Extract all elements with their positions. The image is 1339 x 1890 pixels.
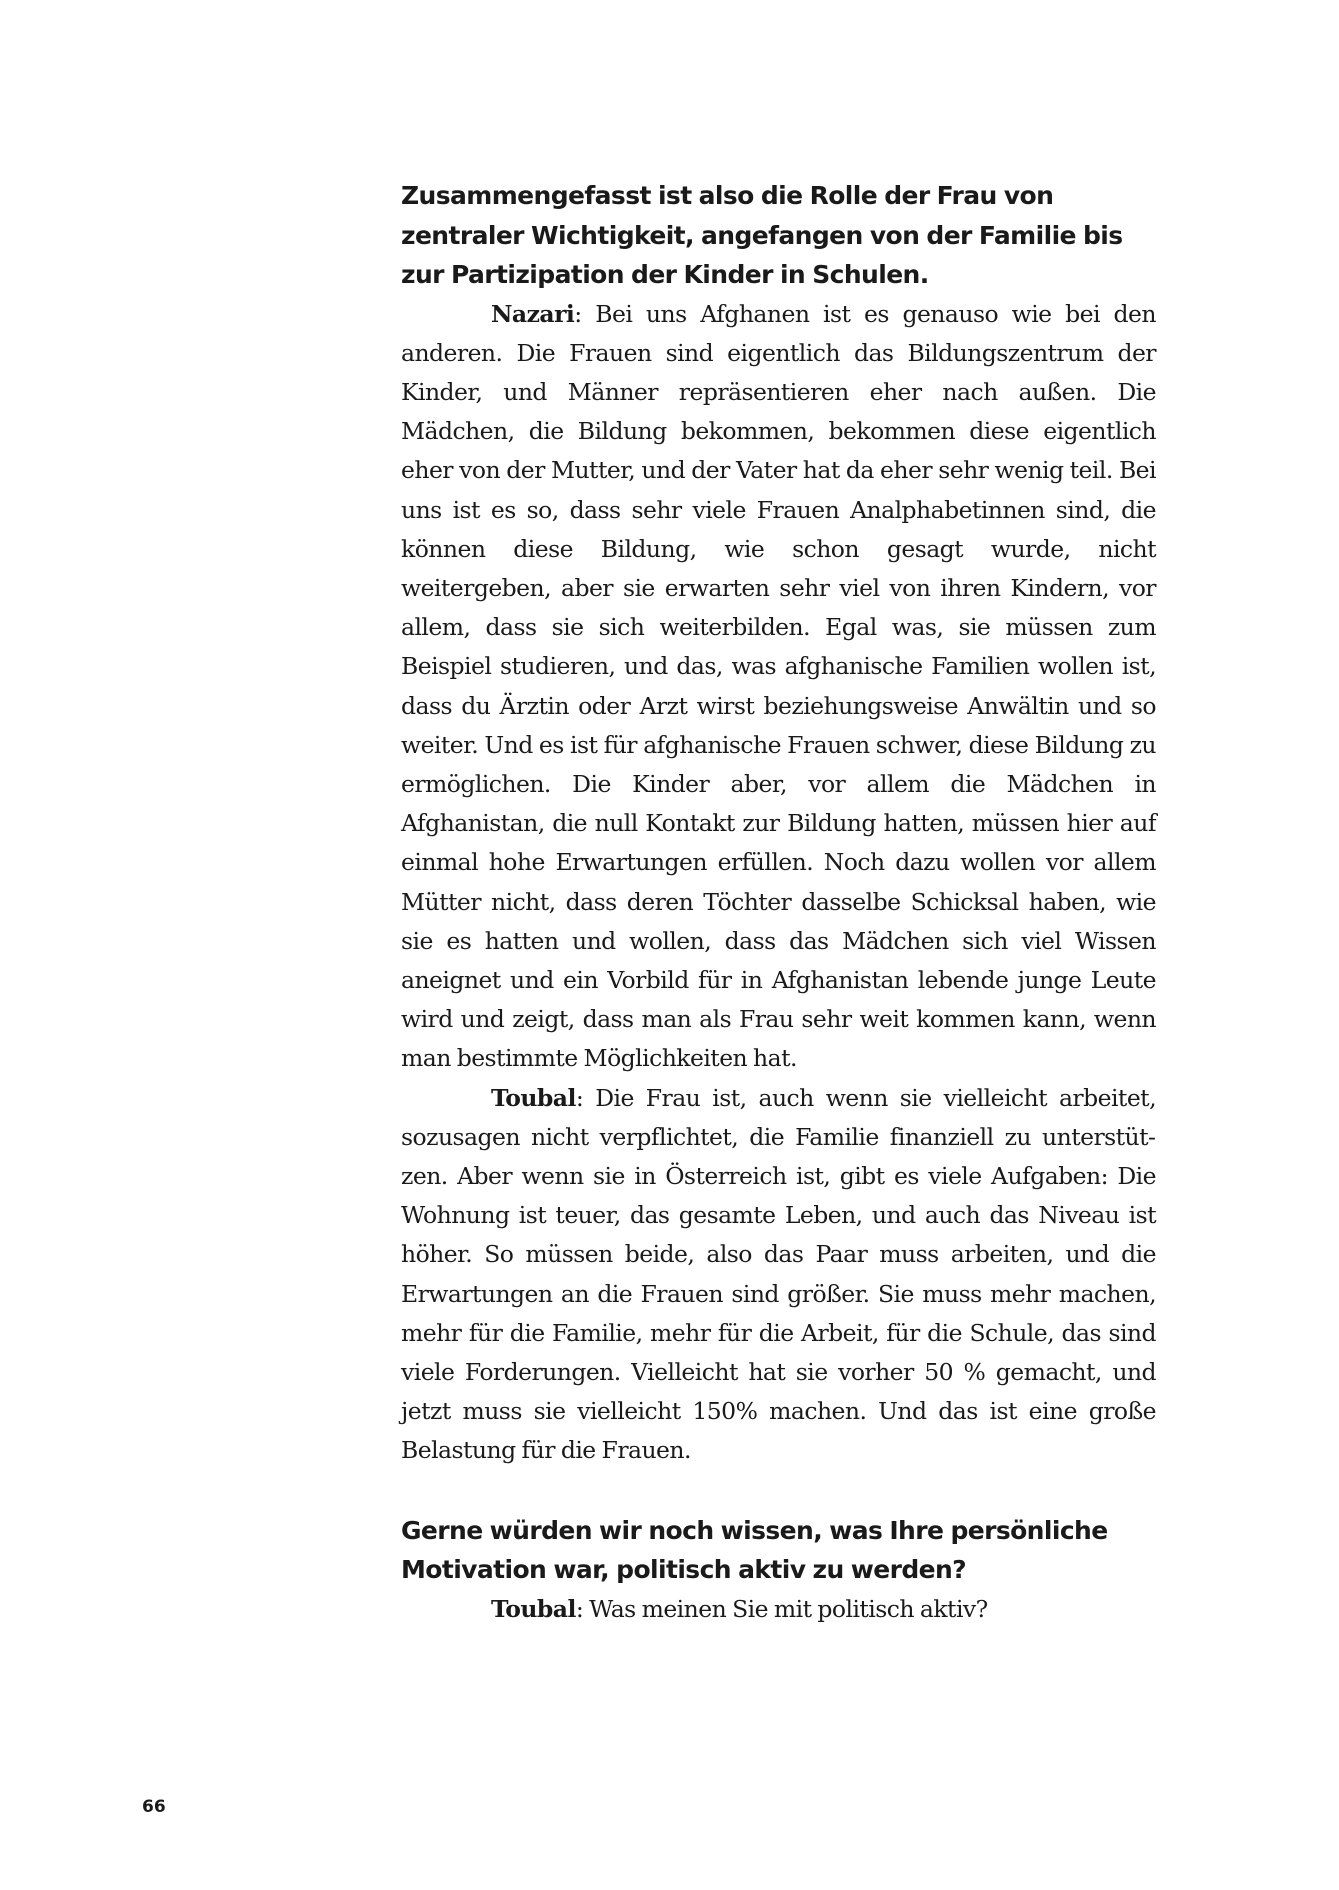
interview-question-1: Zusammengefasst ist also die Rolle der Frau von zentraler Wichtigkeit, angefangen von der Familie bis zur Partizipation der Kinder in Schulen. <box>401 181 1123 289</box>
speaker-name-toubal: Toubal <box>491 1083 576 1112</box>
answer-nazari <box>401 295 1156 1079</box>
answer-text-toubal-1: : Die Frau ist, auch wenn sie vielleicht arbeitet, sozusagen nicht verpflichtet, die Familie finanziell zu unterstützen. Aber wenn sie in Österreich ist, gibt es viele Aufgaben: Die Wohnung ist teuer, das gesamte Leben, und auch das Niveau ist höher. So müssen beide, also das Paar muss arbeiten, und die Erwartungen an die Frauen sind größer. Sie muss mehr machen, mehr für die Familie, mehr für die Arbeit, für die Schule, das sind viele Forderungen. Vielleicht hat sie vorher 50 % gemacht, und jetzt muss sie vielleicht 150% machen. Und das ist eine große Belastung für die Frauen. <box>401 1083 1156 1465</box>
page-number: 66 <box>142 1797 166 1817</box>
text-column <box>401 176 1156 1629</box>
answer-toubal-1 <box>401 1079 1156 1471</box>
interview-question-2: Gerne würden wir noch wissen, was Ihre persönliche Motivation war, politisch aktiv zu werden? <box>401 1515 1108 1585</box>
answer-toubal-2 <box>401 1590 1156 1629</box>
speaker-name-toubal-2: Toubal <box>491 1594 576 1623</box>
speaker-name-nazari: Nazari <box>491 299 575 328</box>
answer-text-nazari: : Bei uns Afghanen ist es genauso wie bei den anderen. Die Frauen sind eigentlich das Bildungszentrum der Kinder, und Männer repräsentieren eher nach außen. Die Mädchen, die Bildung bekommen, bekommen diese eigentlich eher von der Mutter, und der Vater hat da eher sehr wenig teil. Bei uns ist es so, dass sehr viele Frauen Analphabetinnen sind, die können diese Bildung, wie schon gesagt wurde, nicht weitergeben, aber sie erwarten sehr viel von ihren Kindern, vor allem, dass sie sich weiterbilden. Egal was, sie müssen zum Beispiel studieren, und das, was afghanische Familien wollen ist, dass du Ärztin oder Arzt wirst beziehungsweise Anwältin und so weiter. Und es ist für afghanische Frauen schwer, diese Bildung zu ermöglichen. Die Kinder aber, vor allem die Mädchen in Afghanistan, die null Kontakt zur Bildung hatten, müssen hier auf einmal hohe Erwartungen erfüllen. Noch dazu wollen vor allem Mütter nicht, dass deren Töchter dasselbe Schicksal haben, wie sie es hatten und wollen, dass das Mädchen sich viel Wissen aneignet und ein Vorbild für in Afghanistan lebende junge Leute wird und zeigt, dass man als Frau sehr weit kommen kann, wenn man bestimmte Möglichkeiten hat. <box>401 299 1156 1073</box>
answer-text-toubal-2: : Was meinen Sie mit politisch aktiv? <box>575 1594 988 1623</box>
